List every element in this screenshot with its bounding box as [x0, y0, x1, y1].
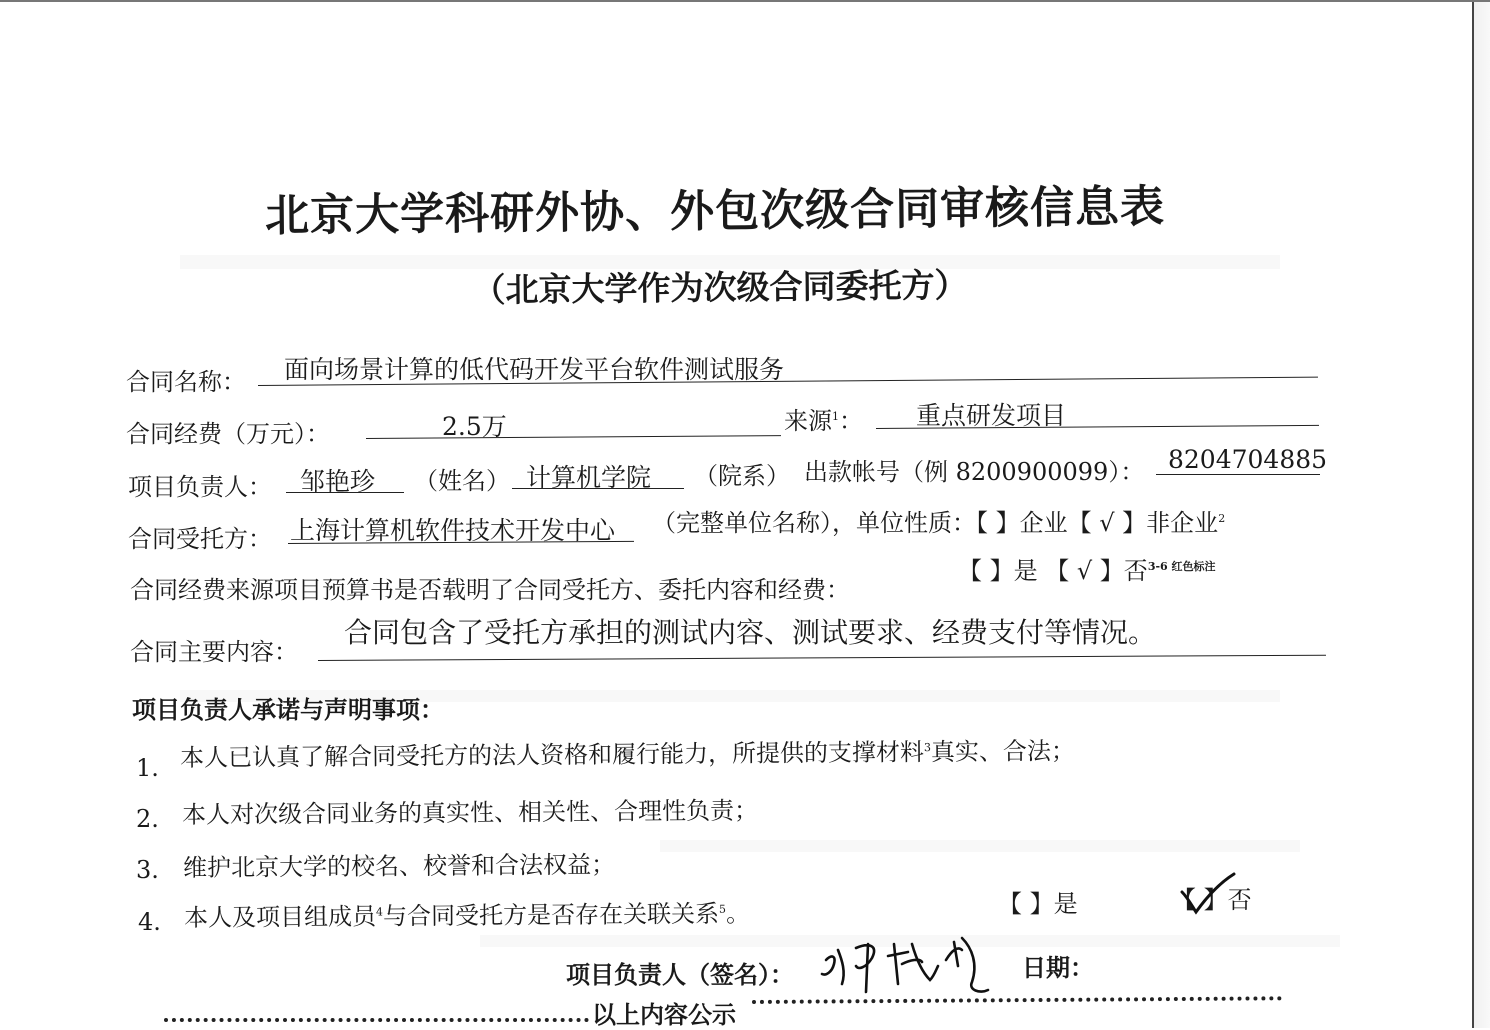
dotted-line [164, 1018, 589, 1022]
account-value: 8204704885 [1168, 445, 1328, 474]
scan-edge [1472, 0, 1490, 1028]
dept-note: （院系） [694, 462, 790, 490]
trustee-value: 上海计算机软件技术开发中心 [290, 516, 616, 545]
underline [512, 488, 684, 489]
underline [318, 655, 1326, 661]
commitment-item: 本人对次级合同业务的真实性、相关性、合理性负责； [181, 796, 759, 829]
commitment-item: 本人已认真了解合同受托方的法人资格和履行能力，所提供的支撑材料$^3$真实、合法； [179, 736, 1076, 772]
item4-no: 【 】否 [1172, 886, 1252, 914]
commitment-number: 3. [136, 856, 159, 884]
source-label: 来源$^1$： [784, 407, 863, 435]
signature-label: 项目负责人（签名）： [566, 960, 794, 989]
commitment-number: 2. [136, 805, 159, 833]
budget-question: 合同经费来源项目预算书是否载明了合同受托方、委托内容和经费： [130, 576, 850, 604]
public-notice: 以上内容公示 [592, 1000, 736, 1029]
main-content-label: 合同主要内容： [130, 638, 298, 666]
contract-name-value: 面向场景计算的低代码开发平台软件测试服务 [284, 355, 785, 384]
commitments-heading: 项目负责人承诺与声明事项： [132, 695, 444, 724]
commitment-item: 维护北京大学的校名、校誉和合法权益； [182, 850, 616, 882]
budget-answer: 【 】是 【 √ 】否$^{3-6 红色标注}$ [958, 557, 1216, 585]
handwritten-checkmark-icon [1178, 872, 1238, 918]
contract-name-label: 合同名称： [126, 368, 246, 396]
date-label: 日期： [1022, 953, 1094, 982]
trustee-note: （完整单位名称），单位性质：【 】企业【 √ 】非企业$^2$ [652, 509, 1226, 537]
underline [286, 492, 404, 493]
underline [1156, 474, 1320, 475]
bleed-through [660, 840, 1300, 852]
scan-edge [0, 0, 1490, 2]
pi-label: 项目负责人： [128, 473, 272, 501]
underline [366, 435, 781, 439]
document-title: 北京大学科研外协、外包次级合同审核信息表 [264, 181, 1166, 242]
main-content-value: 合同包含了受托方承担的测试内容、测试要求、经费支付等情况。 [344, 616, 1157, 649]
commitment-number: 1. [136, 754, 159, 782]
fee-value: 2.5万 [442, 412, 507, 441]
item4-yes: 【 】是 [998, 890, 1078, 918]
source-value: 重点研发项目 [916, 401, 1067, 430]
commitment-item: 本人及项目组成员$^4$与合同受托方是否存在关联关系$^5$。 [183, 899, 751, 932]
trustee-label: 合同受托方： [128, 525, 272, 553]
document-subtitle: （北京大学作为次级合同委托方） [472, 265, 968, 310]
dept-value: 计算机学院 [526, 463, 652, 492]
handwritten-signature [812, 920, 1002, 1004]
commitment-number: 4. [138, 908, 161, 936]
account-label: 出款帐号（例 8200900099）： [804, 458, 1145, 486]
fee-label: 合同经费（万元）： [126, 420, 330, 448]
pi-value: 邹艳珍 [300, 467, 376, 496]
name-note: （姓名） [414, 467, 510, 495]
